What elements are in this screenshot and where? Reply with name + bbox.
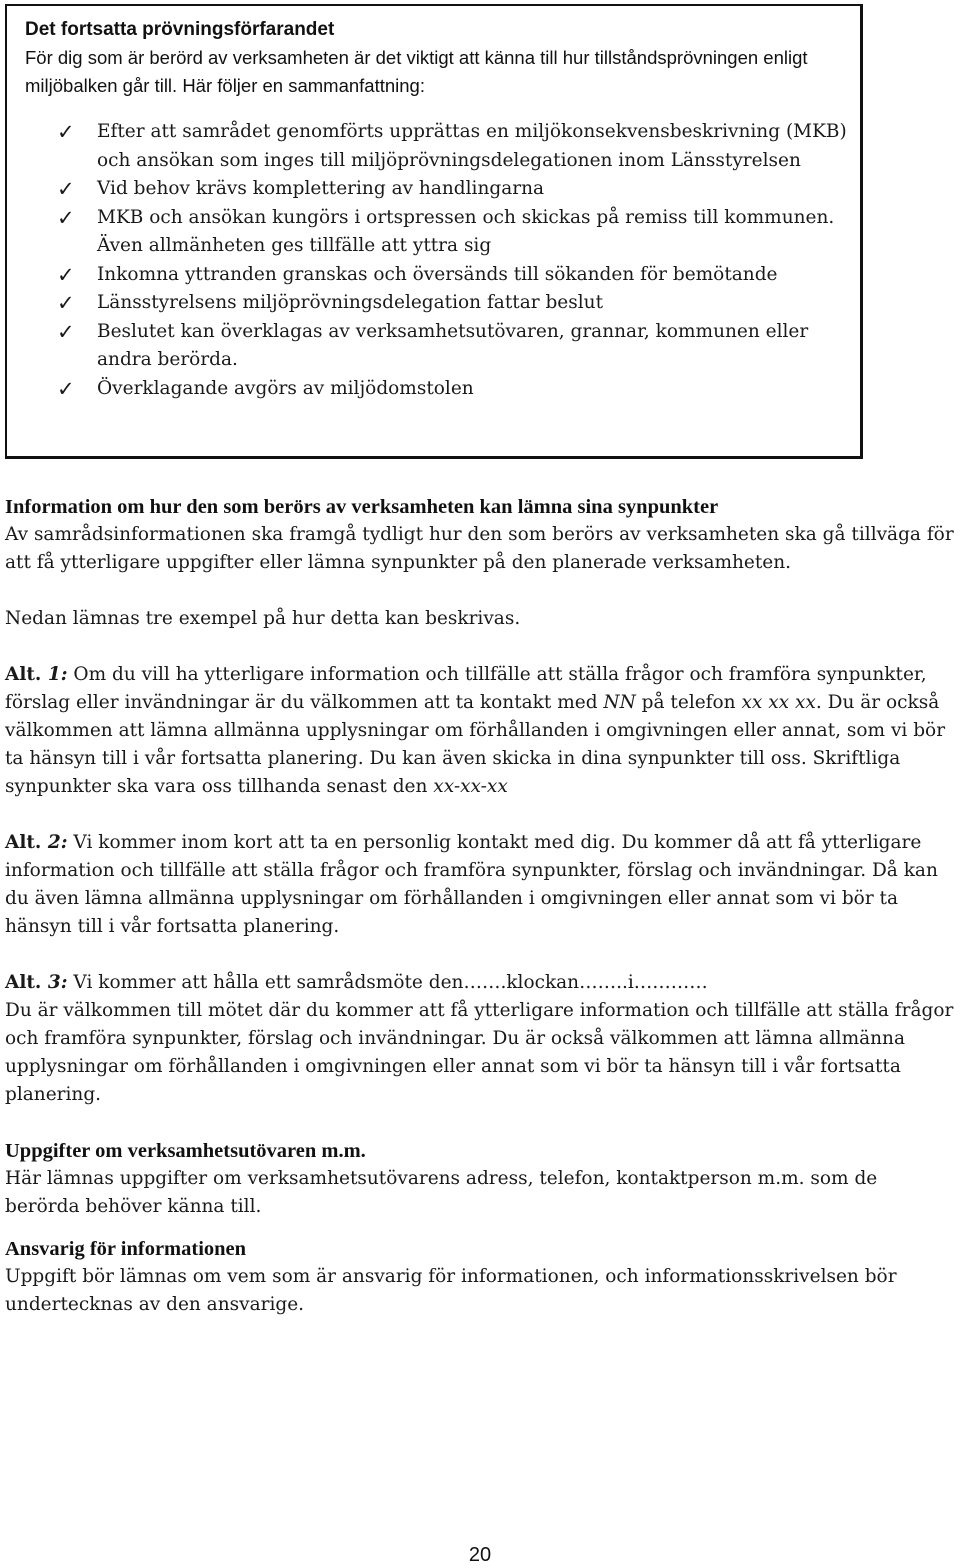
procedure-summary-content	[25, 16, 855, 403]
checkmark-icon: ✓	[57, 319, 75, 344]
spacer	[5, 801, 957, 829]
responsible-heading: Ansvarig för informationen	[5, 1238, 247, 1260]
procedure-step-text: Vid behov krävs komplettering av handlingarna	[97, 178, 545, 199]
alt1-label	[5, 664, 68, 685]
list-item	[25, 318, 855, 375]
alt1-number: 1:	[47, 664, 68, 685]
alt1-text-b: på telefon	[635, 692, 742, 713]
list-item	[25, 204, 855, 261]
spacer	[5, 941, 957, 969]
checkmark-icon: ✓	[57, 262, 75, 287]
procedure-step-text: Överklagande avgörs av miljödomstolen	[97, 377, 474, 399]
procedure-steps-list	[25, 118, 855, 403]
alt2-paragraph	[5, 829, 957, 941]
list-item	[25, 375, 855, 404]
operator-heading: Uppgifter om verksamhetsutövaren m.m.	[5, 1140, 366, 1162]
alt1-text-c: . Du är också välkommen att lämna allmänna upplysningar om förhållanden i omgivningen eller annat, som vi bör ta hänsyn till i vår fortsatta planering. Du kan även skicka in dina synpunkter till oss. Skriftliga synpunkter ska vara oss tillhanda senast den	[5, 692, 946, 797]
alt3-meeting-line: Vi kommer att hålla ett samrådsmöte den…….klockan……..i…………	[67, 972, 708, 993]
procedure-summary-box	[5, 4, 863, 459]
alt1-paragraph	[5, 661, 957, 801]
checkmark-icon: ✓	[57, 177, 75, 201]
page-number: 20	[468, 1544, 492, 1566]
responsible-body: Uppgift bör lämnas om vem som är ansvarig för informationen, och informationsskrivelsen bör undertecknas av den ansvarige.	[5, 1266, 897, 1315]
alt3-label	[5, 972, 68, 993]
alt2-label-text: Alt.	[5, 832, 42, 853]
checkmark-icon: ✓	[57, 291, 75, 315]
spacer	[5, 1109, 957, 1137]
alt2-number: 2:	[47, 832, 68, 853]
operator-body: Här lämnas uppgifter om verksamhetsutövarens adress, telefon, kontaktperson m.m. som de berörda behöver känna till.	[5, 1168, 878, 1217]
alt1-phone: xx xx xx	[741, 692, 816, 713]
info-heading: Information om hur den som berörs av verksamheten kan lämna sina synpunkter	[5, 496, 719, 518]
alt1-text-a: Om du vill ha ytterligare information och tillfälle att ställa frågor och framföra synpunkter, förslag eller invändningar är du välkommen att ta kontakt med	[5, 664, 927, 713]
list-item	[25, 289, 855, 318]
spacer	[5, 633, 957, 661]
list-item	[25, 118, 855, 175]
checkmark-icon: ✓	[57, 120, 75, 144]
examples-intro: Nedan lämnas tre exempel på hur detta kan beskrivas.	[5, 608, 521, 629]
procedure-step-text: Inkomna yttranden granskas och översänds till sökanden för bemötande	[97, 263, 778, 285]
procedure-step-text: Beslutet kan överklagas av verksamhetsutövaren, grannar, kommunen eller andra berörda.	[97, 320, 809, 370]
info-body: Av samrådsinformationen ska framgå tydligt hur den som berörs av verksamheten ska gå tillväga för att få ytterligare uppgifter eller lämna synpunkter på den planerade verksamheten.	[5, 524, 954, 573]
alt1-label-text: Alt.	[5, 664, 42, 685]
procedure-summary-intro: För dig som är berörd av verksamheten är det viktigt att känna till hur tillståndsprövningen enligt miljöbalken går till. Här följer en sammanfattning:	[25, 47, 808, 96]
procedure-step-text: Efter att samrådet genomförts upprättas en miljökonsekvensbeskrivning (MKB) och ansökan som inges till miljöprövningsdelegationen inom Länsstyrelsen	[97, 121, 847, 171]
procedure-summary-title: Det fortsatta prövningsförfarandet	[25, 19, 335, 40]
alt3-label-text: Alt.	[5, 972, 42, 993]
checkmark-icon: ✓	[57, 205, 75, 230]
document-body	[5, 493, 957, 1319]
list-item	[25, 261, 855, 290]
spacer	[5, 1221, 957, 1235]
alt3-paragraph: Du är välkommen till mötet där du kommer att få ytterligare information och tillfälle att ställa frågor och framföra synpunkter, förslag och invändningar. Du är också välkommen att lämna allmänna upplysningar om förhållanden i omgivningen eller annat som vi bör ta hänsyn till i vår fortsatta planering.	[5, 1000, 954, 1105]
checkmark-icon: ✓	[57, 376, 75, 401]
alt2-label	[5, 832, 68, 853]
alt3-line	[5, 969, 957, 997]
alt1-deadline: xx-xx-xx	[433, 776, 508, 797]
alt2-text: Vi kommer inom kort att ta en personlig kontakt med dig. Du kommer då att få ytterligare information och tillfälle att ställa frågor och framföra synpunkter, förslag och invändningar. Då kan du även lämna allmänna upplysningar om förhållanden i omgivningen eller annat som vi bör ta hänsyn till i vår fortsatta planering.	[5, 832, 938, 937]
spacer	[5, 577, 957, 605]
alt3-number: 3:	[47, 972, 68, 993]
list-item	[25, 175, 855, 204]
alt1-contact: NN	[603, 692, 636, 713]
procedure-step-text: MKB och ansökan kungörs i ortspressen och skickas på remiss till kommunen. Även allmänheten ges tillfälle att yttra sig	[97, 206, 835, 256]
procedure-step-text: Länsstyrelsens miljöprövningsdelegation fattar beslut	[97, 292, 604, 313]
